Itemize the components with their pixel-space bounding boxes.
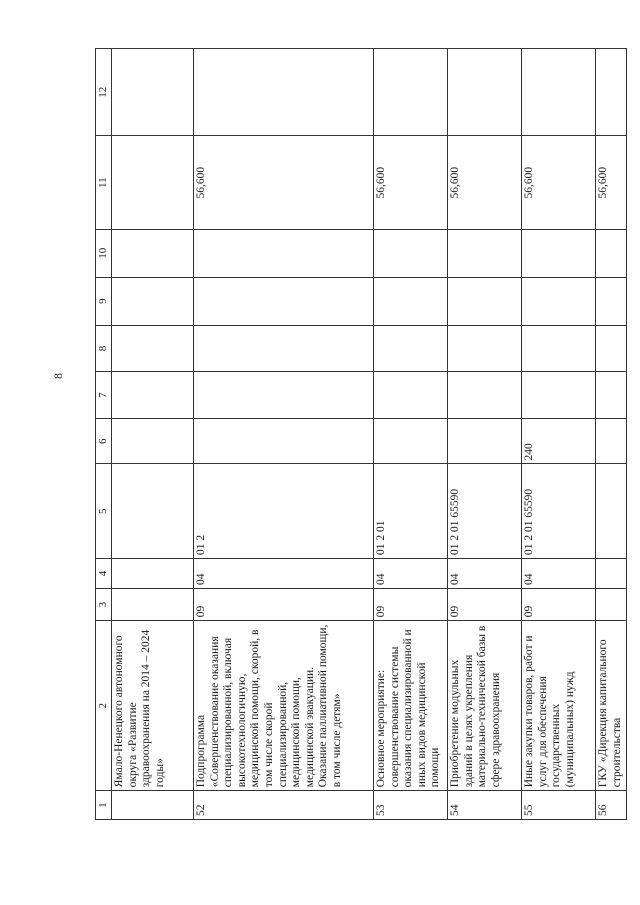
- col3-cell: 09: [522, 588, 596, 620]
- column-header: 1: [96, 791, 112, 820]
- table-row: [522, 49, 596, 820]
- code-cell: 01 2 01 65590: [522, 464, 596, 559]
- amount-cell: 56,600: [596, 136, 627, 229]
- code-cell: 01 2: [194, 464, 374, 559]
- col10-cell: [194, 229, 374, 277]
- column-header: 11: [96, 136, 112, 229]
- col4-cell: 04: [448, 559, 522, 589]
- col7-cell: [374, 372, 448, 419]
- col10-cell: [596, 229, 627, 277]
- col3-cell: 09: [374, 588, 448, 620]
- column-header: 3: [96, 588, 112, 620]
- col3-cell: 09: [448, 588, 522, 620]
- code-cell: 01 2 01 65590: [448, 464, 522, 559]
- column-header: 2: [96, 621, 112, 791]
- name-cell: Приобретение модульных зданий в целях укрепления материально-технической базы в сфере здравоохранения: [448, 621, 522, 791]
- name-cell: Основное мероприятие: совершенствование системы оказания специализированной и иных видов медицинской помощи: [374, 621, 448, 791]
- col6-cell: [194, 418, 374, 463]
- name-cell: ГКУ «Дирекция капитального строительства: [596, 621, 627, 791]
- col12-cell: [448, 49, 522, 136]
- table-row: [596, 49, 627, 820]
- col3-cell: [596, 588, 627, 620]
- amount-cell: 56,600: [522, 136, 596, 229]
- col8-cell: [112, 325, 194, 372]
- col10-cell: [374, 229, 448, 277]
- col12-cell: [112, 49, 194, 136]
- col9-cell: [194, 277, 374, 325]
- column-header: 4: [96, 559, 112, 589]
- col3-cell: [112, 588, 194, 620]
- col7-cell: [448, 372, 522, 419]
- table-row: [448, 49, 522, 820]
- col4-cell: 04: [194, 559, 374, 589]
- col8-cell: [374, 325, 448, 372]
- col6-cell: [596, 418, 627, 463]
- column-header: 8: [96, 325, 112, 372]
- code-cell: [112, 464, 194, 559]
- budget-table: [95, 48, 627, 820]
- col10-cell: [522, 229, 596, 277]
- table-row: [112, 49, 194, 820]
- col6-cell: [374, 418, 448, 463]
- col12-cell: [522, 49, 596, 136]
- col6-cell: [448, 418, 522, 463]
- row-number-cell: 52: [194, 791, 374, 820]
- col4-cell: 04: [522, 559, 596, 589]
- col7-cell: [194, 372, 374, 419]
- col6-cell: 240: [522, 418, 596, 463]
- col7-cell: [112, 372, 194, 419]
- col8-cell: [522, 325, 596, 372]
- row-number-cell: 56: [596, 791, 627, 820]
- col7-cell: [596, 372, 627, 419]
- row-number-cell: 53: [374, 791, 448, 820]
- col3-cell: 09: [194, 588, 374, 620]
- amount-cell: 56,600: [374, 136, 448, 229]
- column-header: 12: [96, 49, 112, 136]
- col8-cell: [194, 325, 374, 372]
- column-header: 6: [96, 418, 112, 463]
- col7-cell: [522, 372, 596, 419]
- col10-cell: [112, 229, 194, 277]
- col4-cell: [112, 559, 194, 589]
- code-cell: 01 2 01: [374, 464, 448, 559]
- column-header: 5: [96, 464, 112, 559]
- amount-cell: 56,600: [448, 136, 522, 229]
- col8-cell: [596, 325, 627, 372]
- col9-cell: [448, 277, 522, 325]
- col10-cell: [448, 229, 522, 277]
- page-number: 8: [51, 373, 65, 379]
- col12-cell: [194, 49, 374, 136]
- header-row: [96, 49, 112, 820]
- col9-cell: [374, 277, 448, 325]
- amount-cell: [112, 136, 194, 229]
- col4-cell: 04: [374, 559, 448, 589]
- col4-cell: [596, 559, 627, 589]
- table-row: [194, 49, 374, 820]
- rotated-budget-table-page: [95, 48, 623, 820]
- col12-cell: [374, 49, 448, 136]
- row-number-cell: 54: [448, 791, 522, 820]
- col8-cell: [448, 325, 522, 372]
- col12-cell: [596, 49, 627, 136]
- amount-cell: 56,600: [194, 136, 374, 229]
- row-number-cell: 55: [522, 791, 596, 820]
- column-header: 7: [96, 372, 112, 419]
- column-header: 10: [96, 229, 112, 277]
- code-cell: [596, 464, 627, 559]
- row-number-cell: [112, 791, 194, 820]
- col9-cell: [112, 277, 194, 325]
- col9-cell: [596, 277, 627, 325]
- name-cell: Иные закупки товаров, работ и услуг для обеспечения государственных (муниципальных) нужд: [522, 621, 596, 791]
- col9-cell: [522, 277, 596, 325]
- col6-cell: [112, 418, 194, 463]
- name-cell: Ямало-Ненецкого автономного округа «Развитие здравоохранения на 2014 – 2024 годы»: [112, 621, 194, 791]
- table-row: [374, 49, 448, 820]
- column-header: 9: [96, 277, 112, 325]
- name-cell: Подпрограмма «Совершенствование оказания специализированной, включая высокотехнологичную, медицинской помощи, скорой, в том числе скорой специализированной, медицинской помощи, медицинской эвакуации. Оказание паллиативной помощи, в том числе детям»: [194, 621, 374, 791]
